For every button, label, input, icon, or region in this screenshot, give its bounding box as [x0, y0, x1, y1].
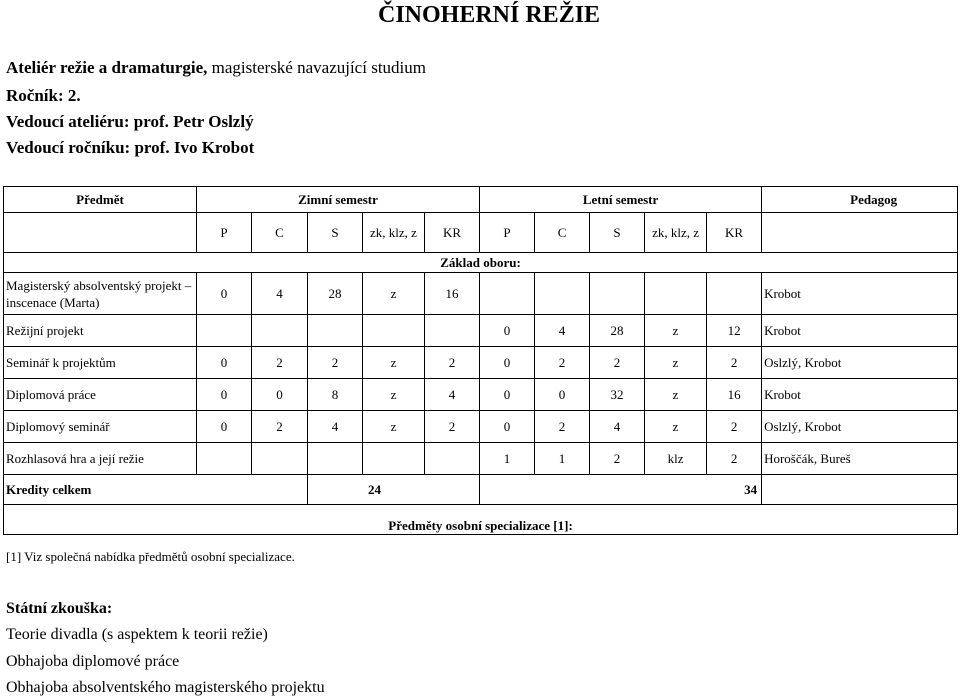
cell: klz [645, 443, 707, 475]
row-name: Rozhlasová hra a její režie [4, 443, 197, 475]
cell [197, 315, 252, 347]
cell [308, 443, 363, 475]
cell [425, 443, 480, 475]
row-name: Režijní projekt [4, 315, 197, 347]
cell: 4 [252, 273, 308, 315]
cell: 0 [535, 379, 590, 411]
cell: 2 [590, 443, 645, 475]
cell: 0 [480, 315, 535, 347]
year-label: Ročník: [6, 86, 64, 105]
empty-cell [4, 213, 197, 253]
cell: 2 [425, 347, 480, 379]
cell: 0 [252, 379, 308, 411]
row-name: Magisterský absolventský projekt – inscenace (Marta) [4, 273, 197, 315]
col-subject: Předmět [4, 187, 197, 213]
cell: 8 [308, 379, 363, 411]
cell: 28 [590, 315, 645, 347]
exam-item: Obhajoba diplomové práce [6, 653, 180, 670]
cell: 0 [480, 411, 535, 443]
cell: 16 [707, 379, 762, 411]
sub-zk: zk, klz, z [363, 213, 425, 253]
sub-kr: KR [425, 213, 480, 253]
cell: 16 [425, 273, 480, 315]
studio-line [6, 58, 426, 78]
sub-c: C [535, 213, 590, 253]
cell: 4 [535, 315, 590, 347]
teacher: Krobot [762, 379, 958, 411]
cell: 1 [535, 443, 590, 475]
cell: 2 [252, 411, 308, 443]
cell [252, 315, 308, 347]
cell: 2 [535, 347, 590, 379]
cell [197, 443, 252, 475]
cell [425, 315, 480, 347]
cell: z [363, 273, 425, 315]
cell: 4 [308, 411, 363, 443]
teacher: Oslzlý, Krobot [762, 411, 958, 443]
cell: z [645, 379, 707, 411]
cell [308, 315, 363, 347]
cell: 2 [425, 411, 480, 443]
exam-item: Obhajoba absolventského magisterského projektu [6, 679, 325, 696]
row-name: Diplomový seminář [4, 411, 197, 443]
cell: 2 [707, 443, 762, 475]
cell: z [645, 347, 707, 379]
sub-kr: KR [707, 213, 762, 253]
teacher: Oslzlý, Krobot [762, 347, 958, 379]
cell: 0 [480, 347, 535, 379]
cell: 2 [707, 347, 762, 379]
section-base: Základ oboru: [4, 253, 958, 273]
exam-item: Teorie divadla (s aspektem k teorii režie) [6, 626, 268, 643]
cell: 0 [197, 347, 252, 379]
cell [252, 443, 308, 475]
cell: z [363, 347, 425, 379]
total-summer: 34 [480, 475, 762, 505]
cell: z [363, 411, 425, 443]
cell: 28 [308, 273, 363, 315]
cell: 4 [425, 379, 480, 411]
sub-c: C [252, 213, 308, 253]
sub-zk: zk, klz, z [645, 213, 707, 253]
cell [707, 273, 762, 315]
exam-heading: Státní zkouška: [6, 600, 113, 617]
cell [363, 315, 425, 347]
sub-s: S [590, 213, 645, 253]
cell: 1 [480, 443, 535, 475]
cell: z [645, 315, 707, 347]
col-teacher: Pedagog [762, 187, 958, 213]
cell: 2 [252, 347, 308, 379]
year-head-line: Vedoucí ročníku: prof. Ivo Krobot [6, 138, 255, 157]
footnote: [1] Viz společná nabídka předmětů osobní specializace. [6, 549, 295, 564]
cell [645, 273, 707, 315]
sub-p: P [480, 213, 535, 253]
col-winter: Zimní semestr [197, 187, 480, 213]
cell [590, 273, 645, 315]
cell: 0 [197, 273, 252, 315]
empty-cell [762, 475, 958, 505]
cell: 0 [197, 411, 252, 443]
teacher: Horoščák, Bureš [762, 443, 958, 475]
cell: 12 [707, 315, 762, 347]
cell [535, 273, 590, 315]
cell [480, 273, 535, 315]
head-line: Vedoucí ateliéru: prof. Petr Oslzlý [6, 112, 254, 131]
sub-s: S [308, 213, 363, 253]
cell: z [645, 411, 707, 443]
total-label: Kredity celkem [4, 475, 308, 505]
cell: z [363, 379, 425, 411]
curriculum-table [3, 186, 958, 535]
year-value: 2. [63, 86, 81, 105]
cell: 2 [308, 347, 363, 379]
row-name: Diplomová práce [4, 379, 197, 411]
studio-label: Ateliér režie a dramaturgie, [6, 58, 208, 77]
cell: 2 [707, 411, 762, 443]
col-summer: Letní semestr [480, 187, 762, 213]
section-special: Předměty osobní specializace [1]: [4, 505, 958, 535]
cell: 2 [535, 411, 590, 443]
cell: 4 [590, 411, 645, 443]
teacher: Krobot [762, 315, 958, 347]
studio-rest: magisterské navazující studium [207, 58, 426, 77]
row-name: Seminář k projektům [4, 347, 197, 379]
empty-cell [762, 213, 958, 253]
year-line [6, 86, 81, 106]
total-winter: 24 [308, 475, 480, 505]
cell [363, 443, 425, 475]
cell: 0 [480, 379, 535, 411]
page-title: ČINOHERNÍ REŽIE [378, 2, 601, 28]
sub-p: P [197, 213, 252, 253]
cell: 0 [197, 379, 252, 411]
cell: 32 [590, 379, 645, 411]
cell: 2 [590, 347, 645, 379]
teacher: Krobot [762, 273, 958, 315]
